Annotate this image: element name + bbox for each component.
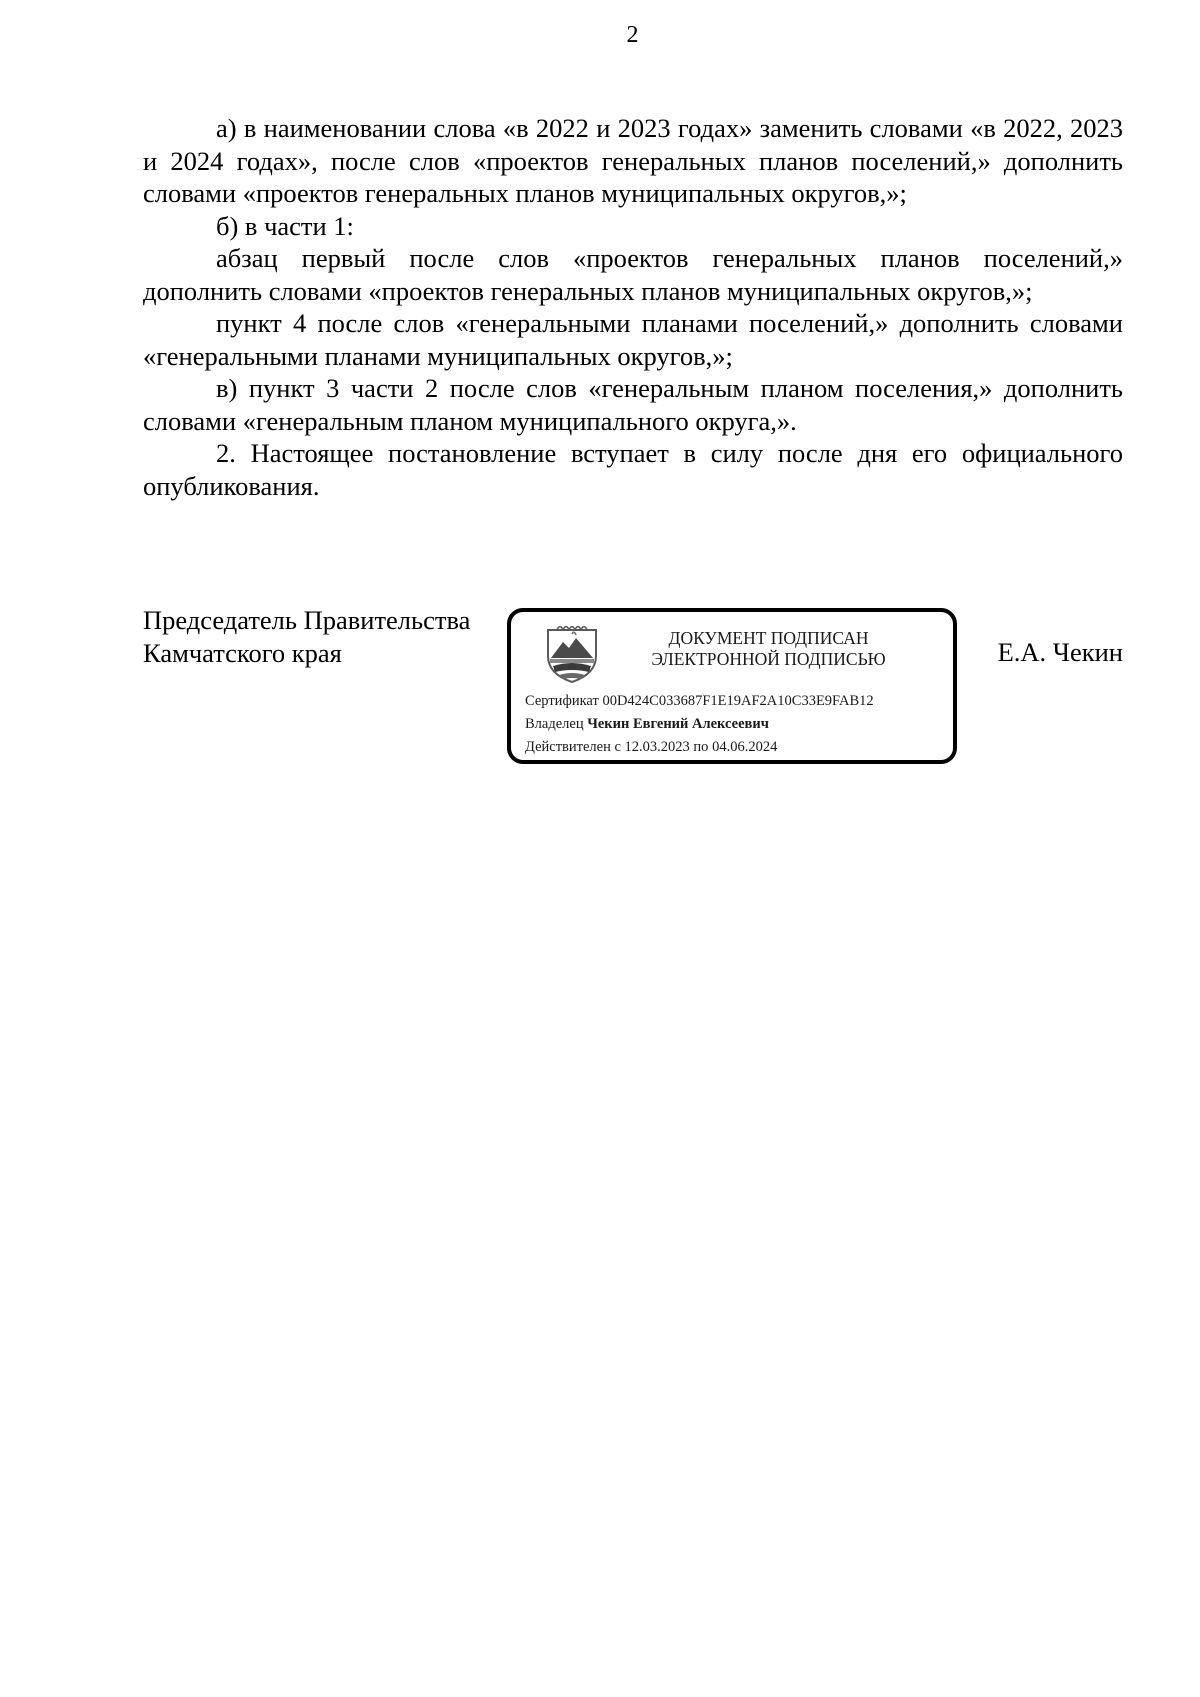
certificate-label: Сертификат xyxy=(525,693,599,709)
paragraph-b-abzac: абзац первый после слов «проектов генеральных планов поселений,» дополнить словами «проектов генеральных планов муниципальных округов,»; xyxy=(143,243,1123,306)
paragraph-2: 2. Настоящее постановление вступает в силу после дня его официального опубликования. xyxy=(143,438,1123,501)
certificate-value: 00D424C033687F1E19AF2A10C33E9FAB12 xyxy=(602,693,874,709)
page-number: 2 xyxy=(626,22,639,48)
coat-of-arms-icon xyxy=(545,626,599,684)
valid-from: 12.03.2023 xyxy=(624,739,690,755)
stamp-title-line-2: ЭЛЕКТРОННОЙ ПОДПИСЬЮ xyxy=(651,649,886,669)
paragraph-b-punkt: пункт 4 после слов «генеральными планами поселений,» дополнить словами «генеральными планами муниципальных округов,»; xyxy=(143,308,1123,371)
stamp-details xyxy=(525,690,874,759)
stamp-title xyxy=(626,628,911,670)
valid-to-label: по xyxy=(693,739,709,755)
certificate-line xyxy=(525,690,874,713)
valid-from-label: с xyxy=(614,739,621,755)
signatory-position xyxy=(143,604,470,669)
position-line-1: Председатель Правительства xyxy=(143,605,471,635)
stamp-title-line-1: ДОКУМЕНТ ПОДПИСАН xyxy=(668,628,869,648)
validity-line xyxy=(525,736,874,759)
paragraph-b: б) в части 1: xyxy=(216,210,354,241)
valid-to: 04.06.2024 xyxy=(712,739,778,755)
paragraph-a: а) в наименовании слова «в 2022 и 2023 годах» заменить словами «в 2022, 2023 и 2024 годах», после слов «проектов генеральных планов поселений,» дополнить словами «проектов генеральных планов муниципальных округов,»; xyxy=(143,113,1123,208)
owner-label: Владелец xyxy=(525,716,584,732)
valid-label: Действителен xyxy=(525,739,611,755)
owner-line xyxy=(525,713,874,736)
paragraph-v: в) пункт 3 части 2 после слов «генеральным планом поселения,» дополнить словами «генеральным планом муниципального округа,». xyxy=(143,373,1123,436)
electronic-signature-stamp xyxy=(507,608,957,764)
document-body xyxy=(143,112,1123,502)
signatory-name: Е.А. Чекин xyxy=(997,637,1123,667)
owner-value: Чекин Евгений Алексеевич xyxy=(587,716,769,732)
position-line-2: Камчатского края xyxy=(143,637,342,668)
